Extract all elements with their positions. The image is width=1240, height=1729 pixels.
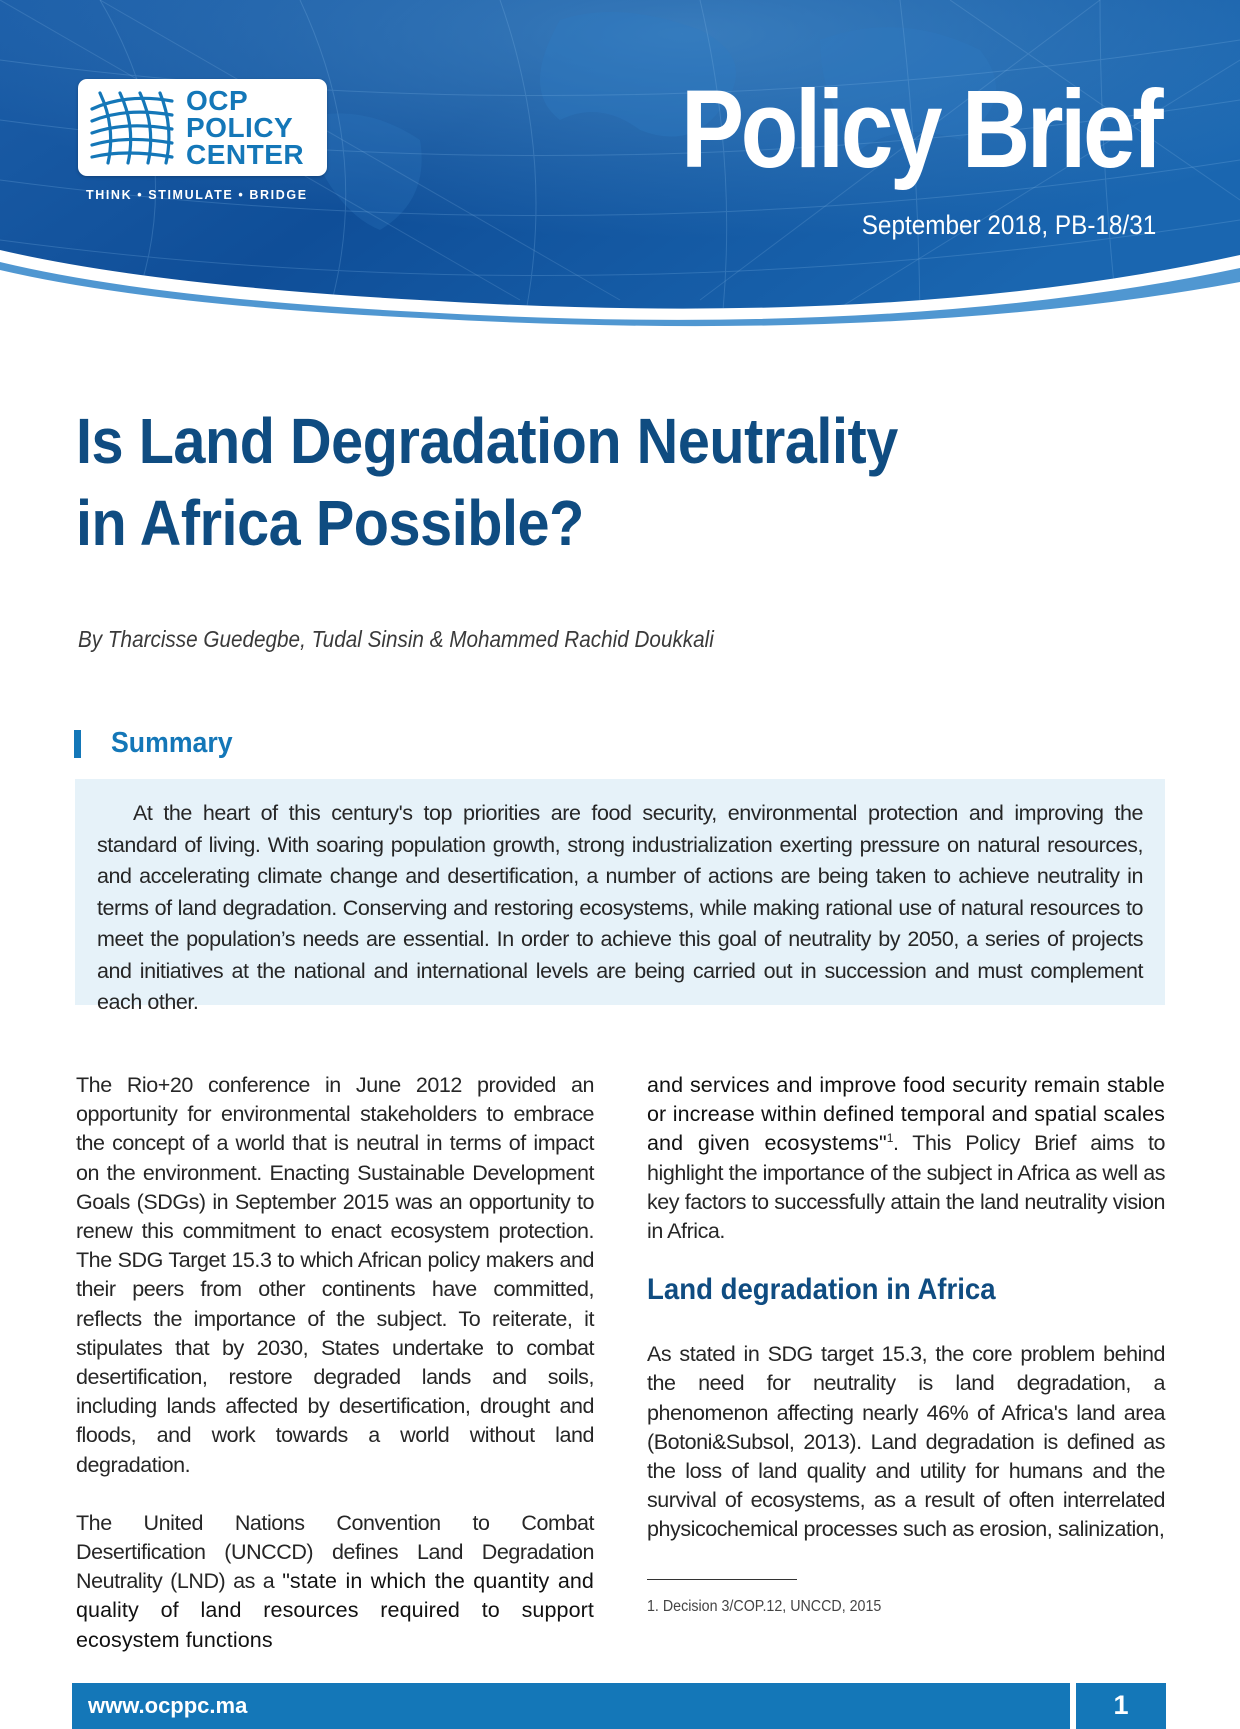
unccd-intro-text: The United Nations Convention to Combat Desertification (UNCCD) defines Land Degradation Neutrality (LND) as a	[76, 1510, 594, 1594]
logo-line-policy: POLICY	[186, 112, 294, 143]
header-banner	[0, 0, 1240, 340]
footnote-reference[interactable]: 1	[886, 1131, 893, 1146]
paragraph-land-degradation: As stated in SDG target 15.3, the core problem behind the need for neutrality is land degradation, a phenomenon affecting nearly 46% of Africa's land area (Botoni&Subsol, 2013). Land degradation is defined as the loss of land quality and utility for humans and the survival of ecosystems, as a result of often interrelated physicochemical processes such as erosion, salinization,	[647, 1342, 1165, 1542]
policy-brief-aim: . This Policy Brief aims to highlight the importance of the subject in Africa as well as key factors to successfully attain the land neutrality vision in Africa.	[647, 1131, 1165, 1244]
document-title-line-2: in Africa Possible?	[76, 487, 584, 559]
summary-box	[75, 779, 1165, 1014]
footnote-divider	[647, 1579, 797, 1580]
summary-text: At the heart of this century's top priorities are food security, environmental protection and improving the standard of living. With soaring population growth, strong industrialization exerting pressure on natural resources, and accelerating climate change and desertification, a number of actions are being taken to achieve neutrality in terms of land degradation. Conserving and restoring ecosystems, while making rational use of natural resources to meet the population’s needs are essential. In order to achieve this goal of neutrality by 2050, a series of projects and initiatives at the national and international levels are being carried out in succession and must complement each other.	[97, 801, 1143, 1014]
footer-bar	[72, 1683, 1070, 1729]
paragraph-rio-conference: The Rio+20 conference in June 2012 provided an opportunity for environmental stakeholders to embrace the concept of a world that is neutral in terms of impact on the environment. Enacting Sustainable Development Goals (SDGs) in September 2015 was an opportunity to renew this commitment to enact ecosystem protection. The SDG Target 15.3 to which African policy makers and their peers from other continents have committed, reflects the importance of the subject. To reiterate, it stipulates that by 2030, States undertake to combat desertification, restore degraded lands and soils, including lands affected by desertification, drought and floods, and work towards a world without land degradation.	[76, 1073, 594, 1477]
logo	[78, 79, 327, 176]
logo-text	[186, 87, 326, 168]
footnote: 1. Decision 3/COP.12, UNCCD, 2015	[647, 1598, 882, 1615]
body-column-left	[76, 1071, 594, 1655]
summary-marker	[74, 730, 81, 758]
footer-website-link[interactable]: www.ocppc.ma	[88, 1693, 248, 1718]
logo-line-center: CENTER	[186, 139, 305, 170]
logo-net-icon	[86, 87, 178, 167]
body-column-right	[647, 1071, 1165, 1545]
lnd-quote-end: and services and improve food security remain stable or increase within defined temporal and spatial scales and given ecosystems"	[647, 1073, 1165, 1156]
issue-date: September 2018, PB-18/31	[861, 210, 1156, 240]
section-heading-land-degradation: Land degradation in Africa	[647, 1273, 996, 1307]
author-byline: By Tharcisse Guedegbe, Tudal Sinsin & Mohammed Rachid Doukkali	[78, 626, 714, 652]
page-number: 1	[1113, 1690, 1129, 1720]
logo-line-ocp: OCP	[186, 85, 249, 116]
paragraph-unccd-definition	[76, 1509, 594, 1655]
brand-title: Policy Brief	[680, 68, 1160, 191]
lnd-quote-start: "state in which the quantity and quality of land resources required to support ecosystem functions	[76, 1569, 594, 1652]
summary-heading: Summary	[111, 727, 233, 759]
paragraph-lnd-continued	[647, 1071, 1165, 1246]
document-title	[76, 400, 1176, 564]
footer-page-box	[1076, 1683, 1166, 1729]
logo-tagline: THINK • STIMULATE • BRIDGE	[86, 188, 308, 202]
document-title-line-1: Is Land Degradation Neutrality	[76, 405, 898, 477]
